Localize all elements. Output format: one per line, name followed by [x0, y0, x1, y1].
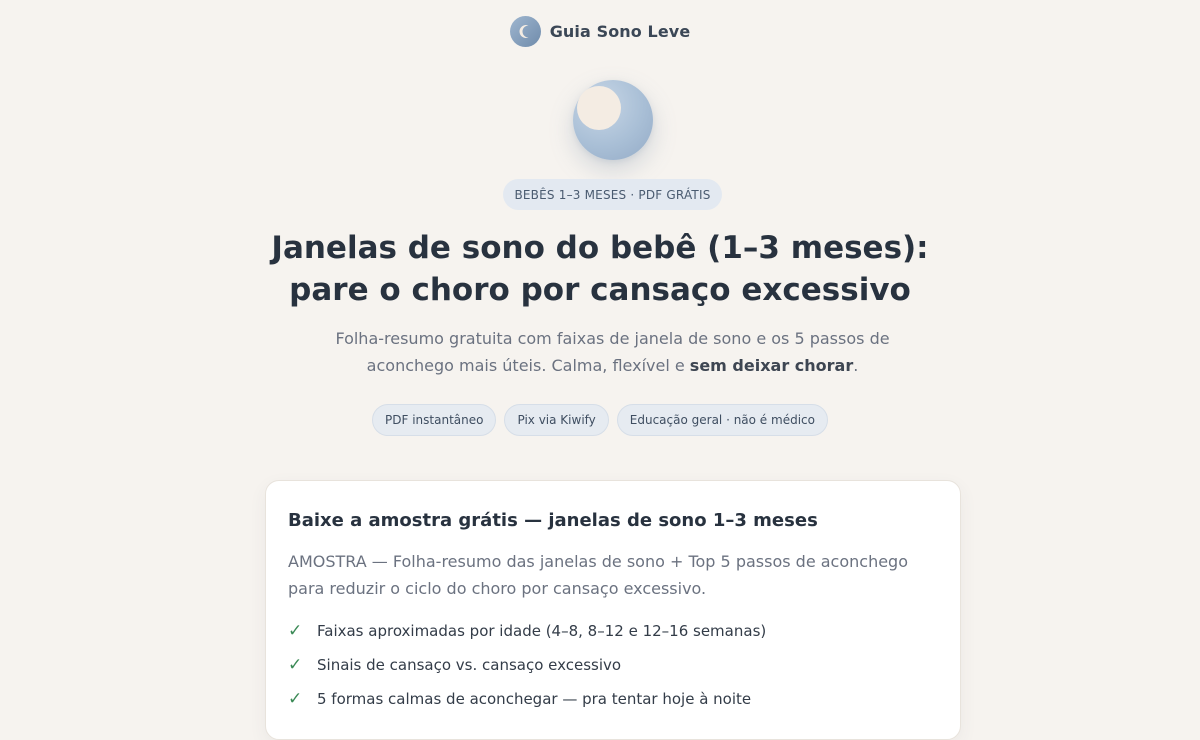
card-title: Baixe a amostra grátis — janelas de sono 1–3 meses [288, 510, 818, 531]
list-item [288, 682, 938, 716]
list-item [288, 614, 938, 648]
subtitle-end: . [853, 356, 859, 375]
brand-name[interactable]: Guia Sono Leve [549, 22, 691, 41]
check-icon: ✓ [288, 655, 303, 675]
page-subtitle [330, 325, 895, 379]
pill-instant-pdf: PDF instantâneo [372, 404, 496, 436]
card-description: AMOSTRA — Folha-resumo das janelas de sono + Top 5 passos de aconchego para reduzir o ciclo do choro por cansaço excessivo. [288, 552, 908, 598]
list-item-text: Faixas aproximadas por idade (4–8, 8–12 e 12–16 semanas) [317, 622, 767, 640]
page-title: Janelas de sono do bebê (1–3 meses): pare o choro por cansaço excessivo [271, 230, 929, 308]
benefit-list [288, 614, 938, 716]
pill-pix-kiwify: Pix via Kiwify [504, 404, 608, 436]
audience-badge: BEBÊS 1–3 MESES · PDF GRÁTIS [503, 179, 722, 210]
feature-pills [0, 404, 1200, 436]
download-card [265, 480, 961, 740]
list-item-text: Sinais de cansaço vs. cansaço excessivo [317, 656, 622, 674]
subtitle-lead: Folha-resumo gratuita com faixas de janela de sono e os 5 passos de aconchego mais úteis. Calma, flexível e [335, 329, 890, 375]
list-item-text: 5 formas calmas de aconchegar — pra tentar hoje à noite [317, 690, 752, 708]
crescent-moon-icon[interactable] [510, 16, 541, 47]
check-icon: ✓ [288, 621, 303, 641]
site-header [0, 16, 1200, 47]
list-item [288, 648, 938, 682]
check-icon: ✓ [288, 689, 303, 709]
subtitle-emphasis: sem deixar chorar [689, 356, 854, 375]
moon-icon [573, 80, 653, 160]
pill-disclaimer: Educação geral · não é médico [617, 404, 828, 436]
